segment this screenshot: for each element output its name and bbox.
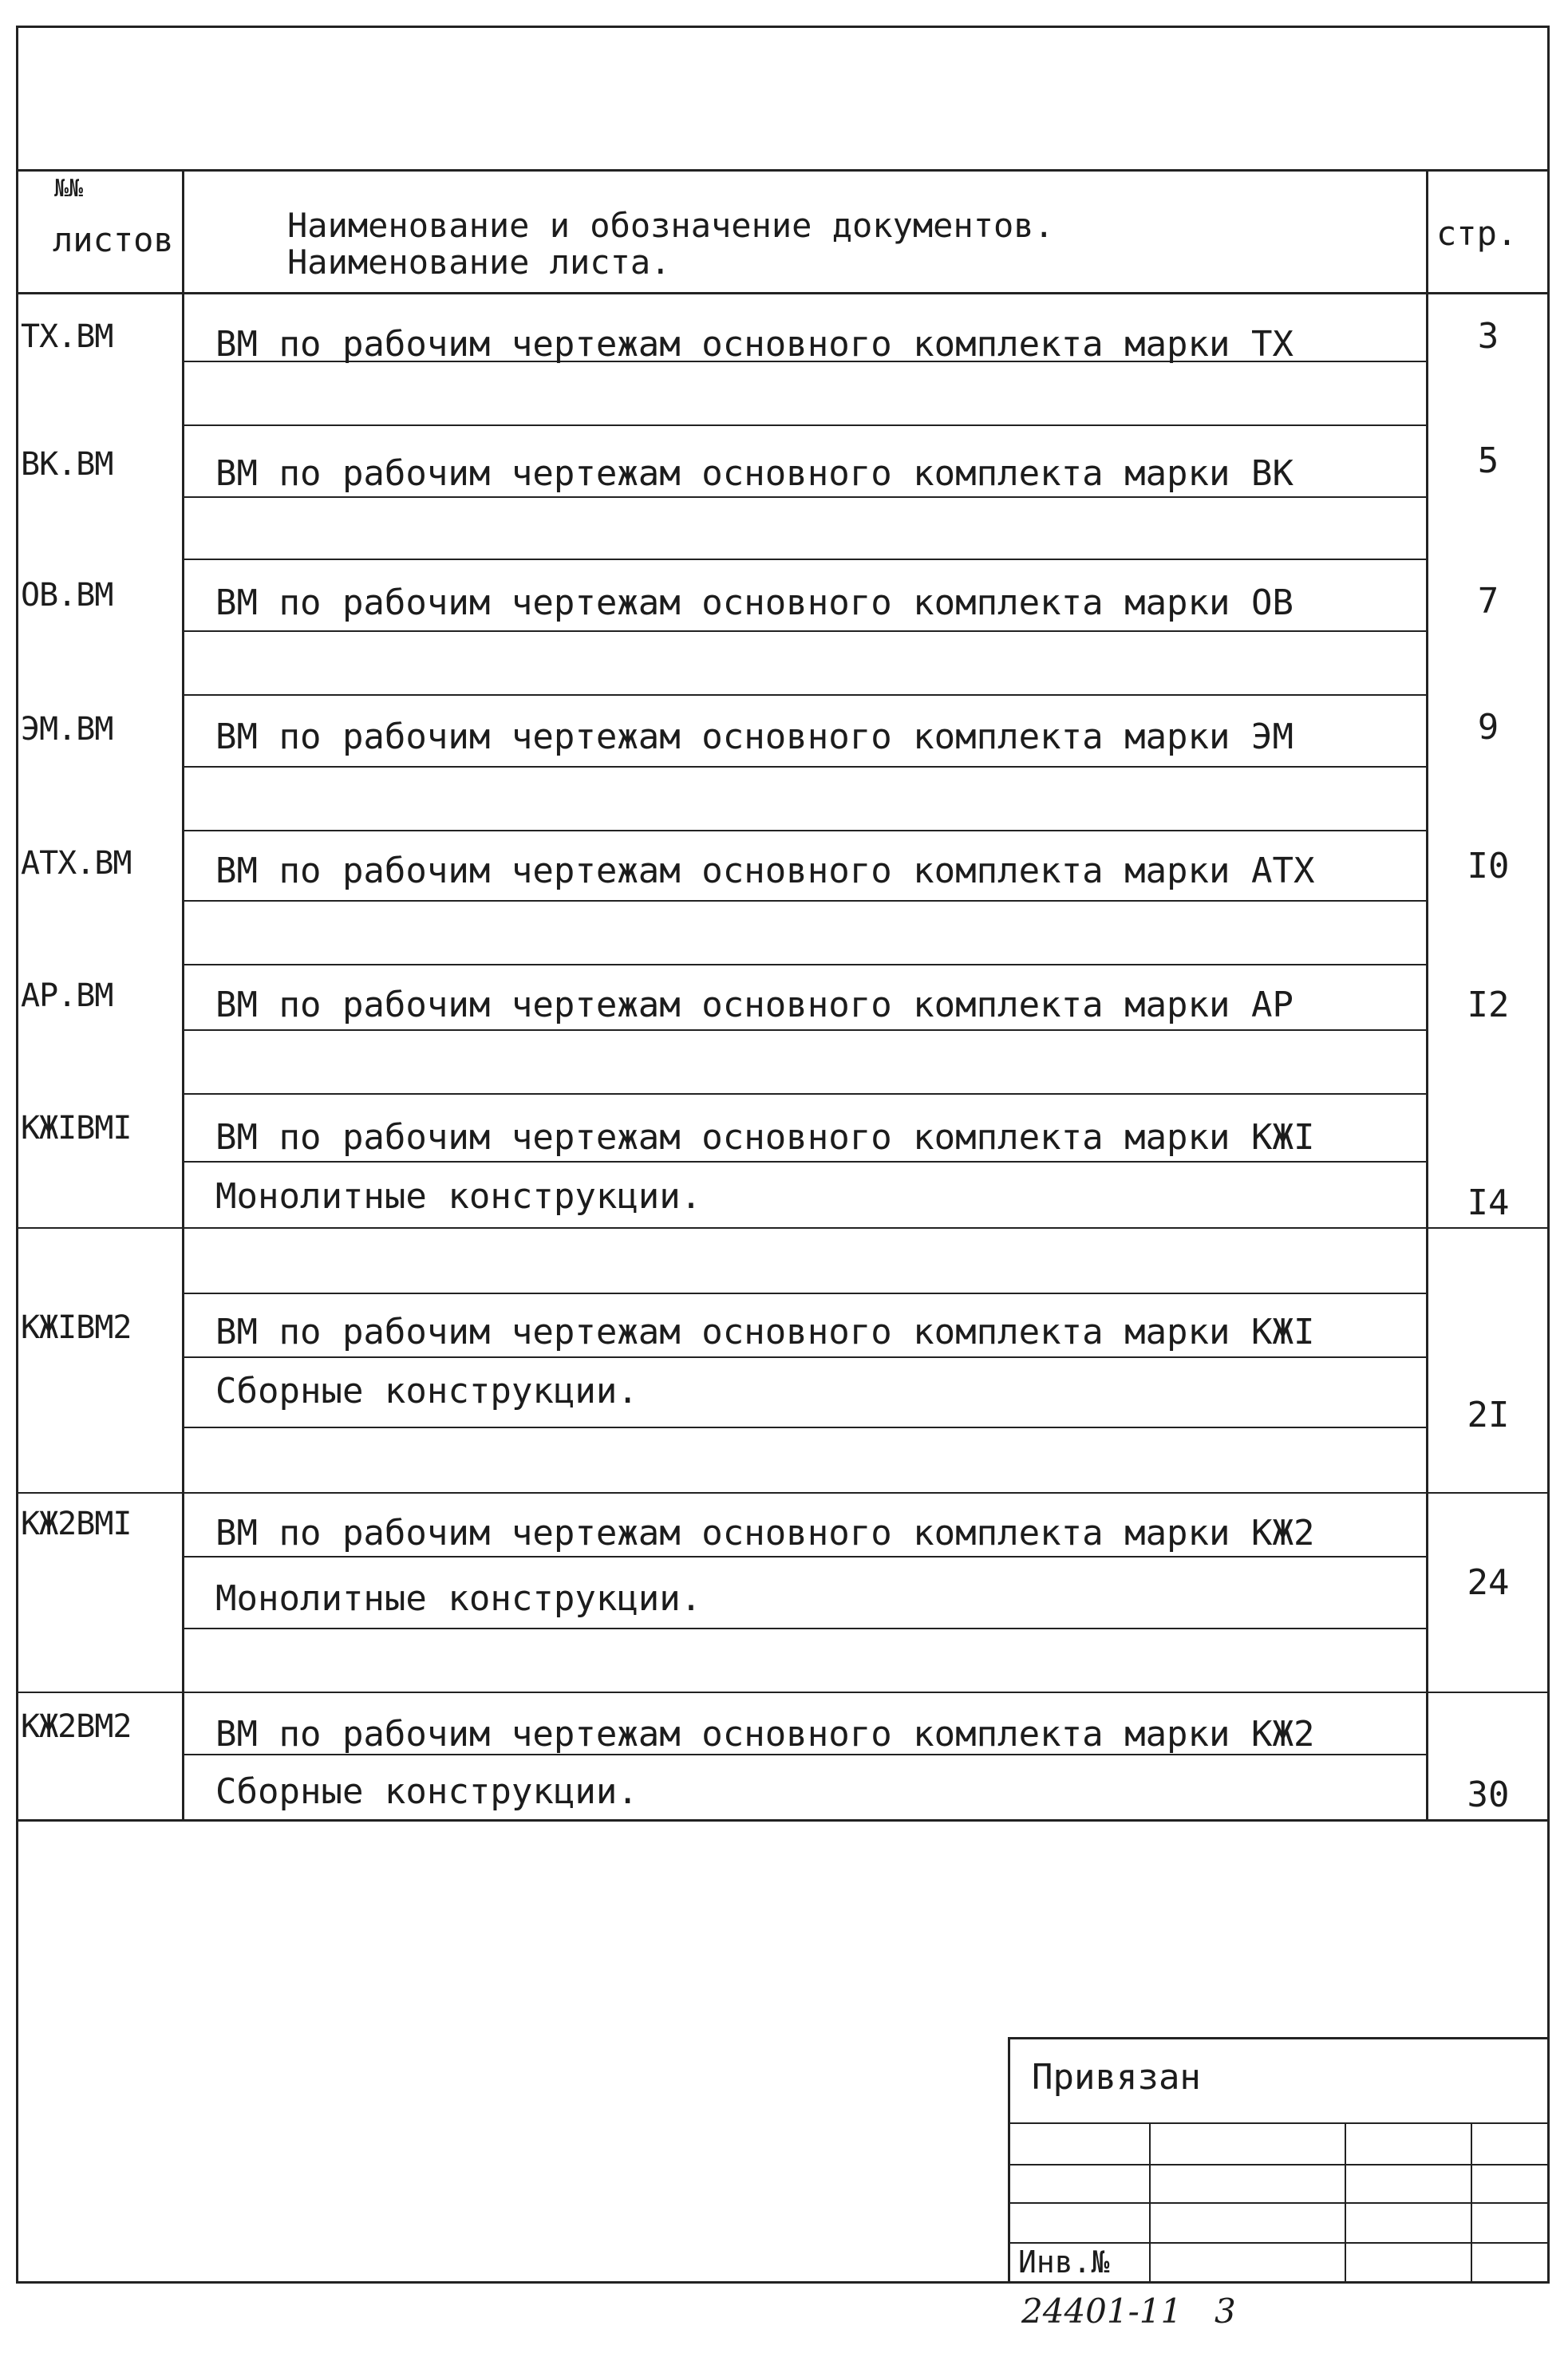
row-line [16, 1227, 1550, 1229]
col-divider-1 [182, 169, 184, 1821]
row-line [182, 900, 1428, 902]
stamp-col [1471, 2122, 1472, 2284]
header-title-line1: Наименование и обозначение документов. [287, 206, 1054, 245]
row-page: 24 [1467, 1562, 1510, 1603]
row-page: 9 [1477, 707, 1499, 748]
row-description-line2: Монолитные конструкции. [215, 1578, 702, 1619]
header-sheets-label: листов [53, 220, 174, 259]
row-line [182, 1093, 1428, 1095]
footer-handwritten-number: 24401-11 [1021, 2292, 1183, 2331]
row-line [182, 1356, 1428, 1358]
row-code: ВК.ВМ [21, 446, 113, 483]
row-line [182, 630, 1428, 632]
table-bottom-border [16, 1819, 1550, 1822]
row-line [16, 1492, 1550, 1494]
row-page: I4 [1467, 1182, 1510, 1223]
footer-handwritten-page: 3 [1215, 2292, 1236, 2331]
row-description: ВМ по рабочим чертежам основного комплекта марки ТХ [215, 324, 1294, 365]
row-line [182, 694, 1428, 696]
row-code: КЖIВМ2 [21, 1309, 132, 1346]
row-line [182, 496, 1428, 498]
row-description-line2: Монолитные конструкции. [215, 1176, 702, 1217]
table-top-border [16, 169, 1550, 172]
stamp-left-border [1008, 2037, 1010, 2284]
row-line [182, 559, 1428, 560]
row-line [182, 424, 1428, 426]
row-page: 5 [1477, 440, 1499, 481]
stamp-top-border [1008, 2037, 1550, 2039]
stamp-line [1008, 2164, 1550, 2165]
row-line [182, 1161, 1428, 1163]
row-code: АТХ.ВМ [21, 845, 132, 882]
row-code: КЖ2ВМI [21, 1506, 132, 1542]
row-code: ТХ.ВМ [21, 318, 113, 355]
stamp-inv-label: Инв.№ [1018, 2244, 1110, 2280]
row-description: ВМ по рабочим чертежам основного комплекта марки АТХ [215, 851, 1315, 891]
row-description: ВМ по рабочим чертежам основного комплекта марки КЖ2 [215, 1513, 1315, 1554]
row-description: ВМ по рабочим чертежам основного комплекта марки АР [215, 985, 1294, 1025]
row-page: 30 [1467, 1775, 1510, 1815]
row-line [16, 1692, 1550, 1693]
row-description: ВМ по рабочим чертежам основного комплекта марки КЖ2 [215, 1714, 1315, 1755]
row-description-line2: Сборные конструкции. [215, 1771, 638, 1812]
row-page: I2 [1467, 985, 1510, 1025]
row-description: ВМ по рабочим чертежам основного комплекта марки КЖI [215, 1312, 1315, 1352]
row-description: ВМ по рабочим чертежам основного комплекта марки ОВ [215, 582, 1294, 623]
row-code: КЖ2ВМ2 [21, 1708, 132, 1745]
header-title-line2: Наименование листа. [287, 243, 671, 282]
header-page-label: стр. [1436, 214, 1518, 253]
stamp-attached-label: Привязан [1032, 2057, 1201, 2098]
row-description: ВМ по рабочим чертежам основного комплекта марки ЭМ [215, 717, 1294, 757]
row-page: I0 [1467, 846, 1510, 886]
row-line [182, 964, 1428, 965]
stamp-col [1149, 2122, 1151, 2284]
row-line [182, 1427, 1428, 1428]
stamp-col [1345, 2122, 1346, 2284]
row-line [182, 1556, 1428, 1557]
row-code: ОВ.ВМ [21, 577, 113, 614]
row-code: АР.ВМ [21, 977, 113, 1014]
row-line [182, 1293, 1428, 1294]
row-line [182, 1029, 1428, 1031]
row-code: КЖIВМI [21, 1110, 132, 1147]
row-description-line2: Сборные конструкции. [215, 1371, 638, 1411]
row-page: 7 [1477, 581, 1499, 622]
row-line [182, 766, 1428, 768]
row-code: ЭМ.ВМ [21, 711, 113, 748]
header-bottom-border [16, 292, 1550, 294]
header-num-label: №№ [54, 175, 84, 203]
stamp-line [1008, 2242, 1550, 2244]
row-page: 2I [1467, 1395, 1510, 1435]
stamp-line [1008, 2122, 1550, 2124]
stamp-line [1008, 2202, 1550, 2204]
row-page: 3 [1477, 316, 1499, 357]
row-line [182, 1628, 1428, 1629]
row-description: ВМ по рабочим чертежам основного комплекта марки ВК [215, 453, 1294, 494]
row-description: ВМ по рабочим чертежам основного комплекта марки КЖI [215, 1117, 1315, 1158]
row-line [182, 830, 1428, 831]
